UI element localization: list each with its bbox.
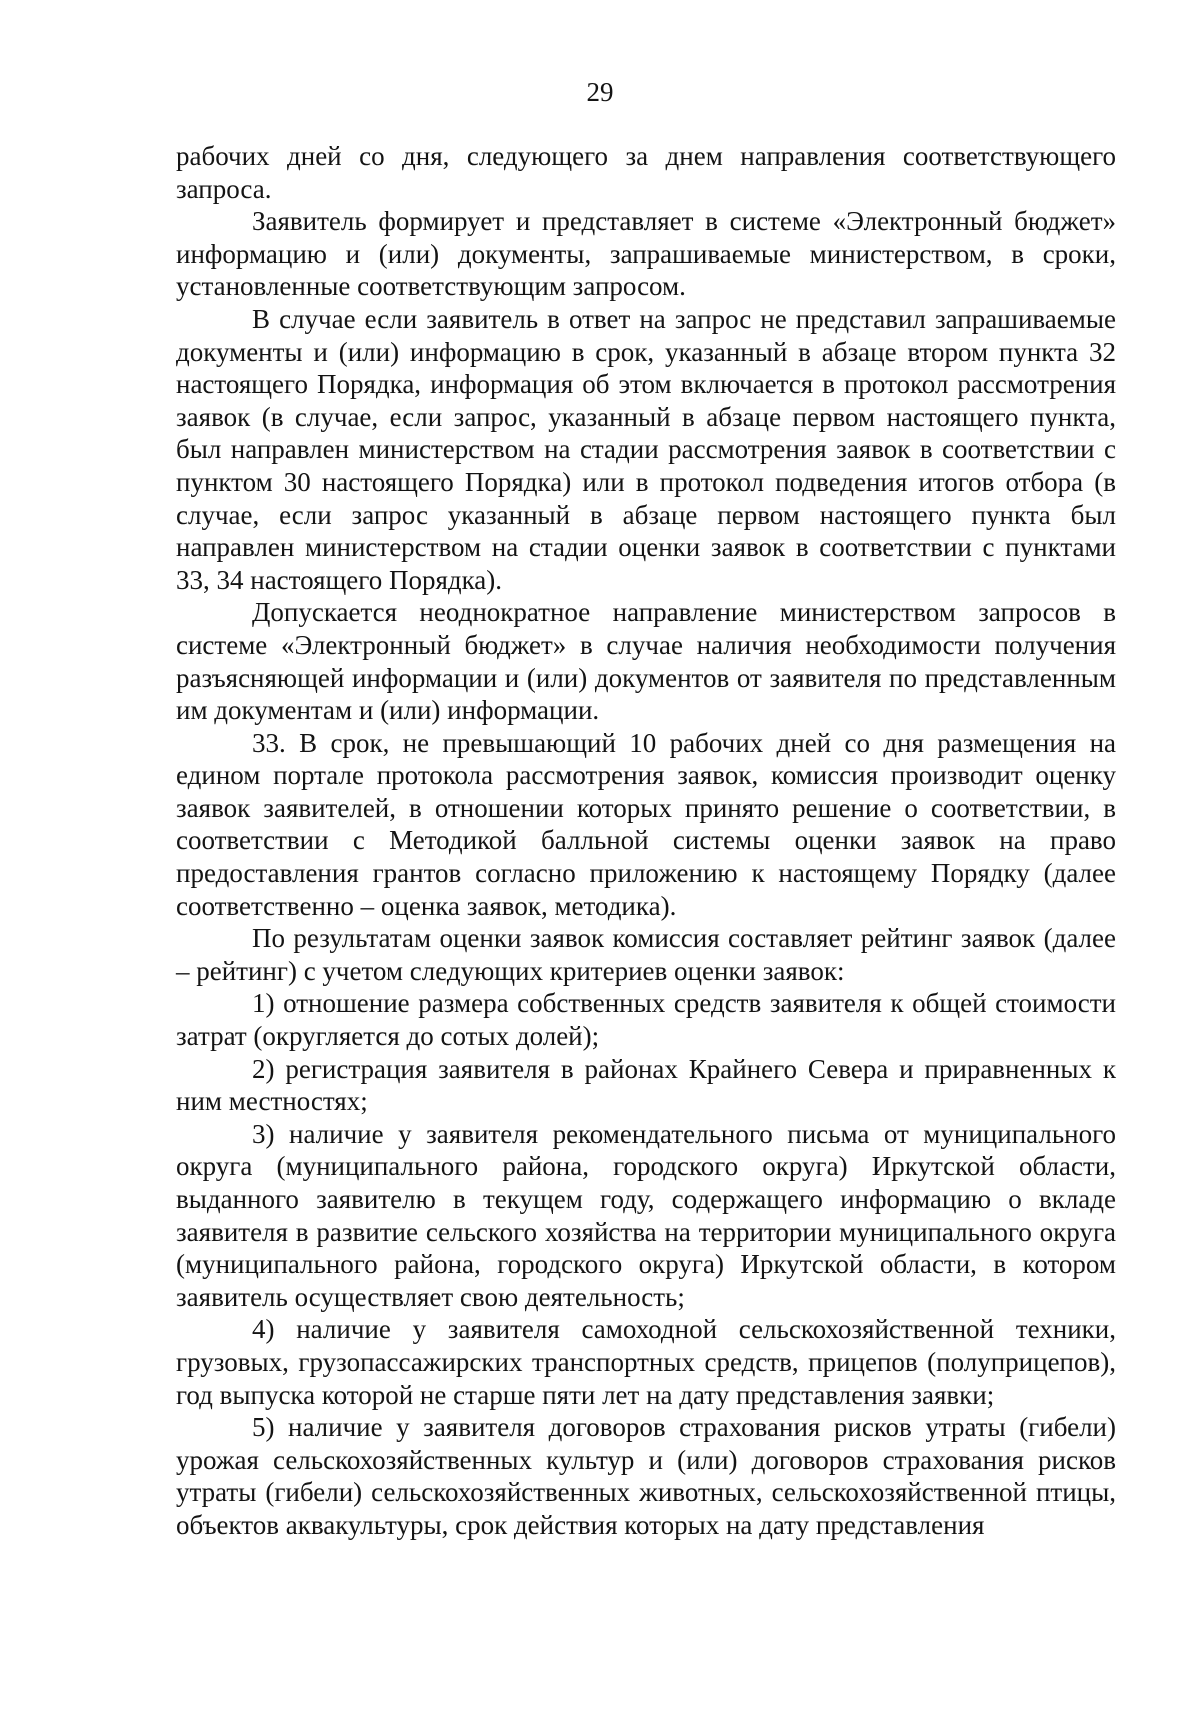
list-item: 3) наличие у заявителя рекомендательного письма от муниципального округа (муниципального района, городского округа) Иркутской области, выданного заявителю в текущем году, содержащего информацию о вкладе заявителя в развитие сельского хозяйства на территории муниципального округа (муниципального района, городского округа) Иркутской области, в котором заявитель осуществляет свою деятельность; <box>176 1118 1116 1312</box>
list-item: 2) регистрация заявителя в районах Крайнего Севера и приравненных к ним местностях; <box>176 1053 1116 1117</box>
paragraph: В случае если заявитель в ответ на запрос не представил запрашиваемые документы и (или) информацию в срок, указанный в абзаце втором пункта 32 настоящего Порядка, информация об этом включается в протокол рассмотрения заявок (в случае, если запрос, указанный в абзаце первом настоящего пункта, был направлен министерством на стадии рассмотрения заявок в соответствии с пунктом 30 настоящего Порядка) или в протокол подведения итогов отбора (в случае, если запрос указанный в абзаце первом настоящего пункта был направлен министерством на стадии оценки заявок в соответствии с пунктами 33, 34 настоящего Порядка). <box>176 303 1116 595</box>
list-item: 1) отношение размера собственных средств заявителя к общей стоимости затрат (округляется до сотых долей); <box>176 988 1116 1052</box>
list-item: 4) наличие у заявителя самоходной сельскохозяйственной техники, грузовых, грузопассажирских транспортных средств, прицепов (полуприцепов), год выпуска которой не старше пяти лет на дату представления заявки; <box>176 1314 1116 1410</box>
paragraph: 33. В срок, не превышающий 10 рабочих дней со дня размещения на едином портале протокола рассмотрения заявок, комиссия производит оценку заявок заявителей, в отношении которых принято решение о соответствии, в соответствии с Методикой балльной системы оценки заявок на право предоставления грантов согласно приложению к настоящему Порядку (далее соответственно – оценка заявок, методика). <box>176 727 1116 921</box>
document-body <box>176 140 1116 1542</box>
page-number: 29 <box>586 77 614 107</box>
paragraph: рабочих дней со дня, следующего за днем направления соответствующего запроса. <box>176 141 1116 204</box>
paragraph: По результатам оценки заявок комиссия составляет рейтинг заявок (далее – рейтинг) с учетом следующих критериев оценки заявок: <box>176 923 1116 986</box>
paragraph: Допускается неоднократное направление министерством запросов в системе «Электронный бюджет» в случае наличия необходимости получения разъясняющей информации и (или) документов от заявителя по представленным им документам и (или) информации. <box>176 597 1116 726</box>
paragraph: Заявитель формирует и представляет в системе «Электронный бюджет» информацию и (или) документы, запрашиваемые министерством, в сроки, установленные соответствующим запросом. <box>176 206 1116 302</box>
list-item: 5) наличие у заявителя договоров страхования рисков утраты (гибели) урожая сельскохозяйственных культур и (или) договоров страхования рисков утраты (гибели) сельскохозяйственных животных, сельскохозяйственной птицы, объектов аквакультуры, срок действия которых на дату представления <box>176 1412 1116 1540</box>
